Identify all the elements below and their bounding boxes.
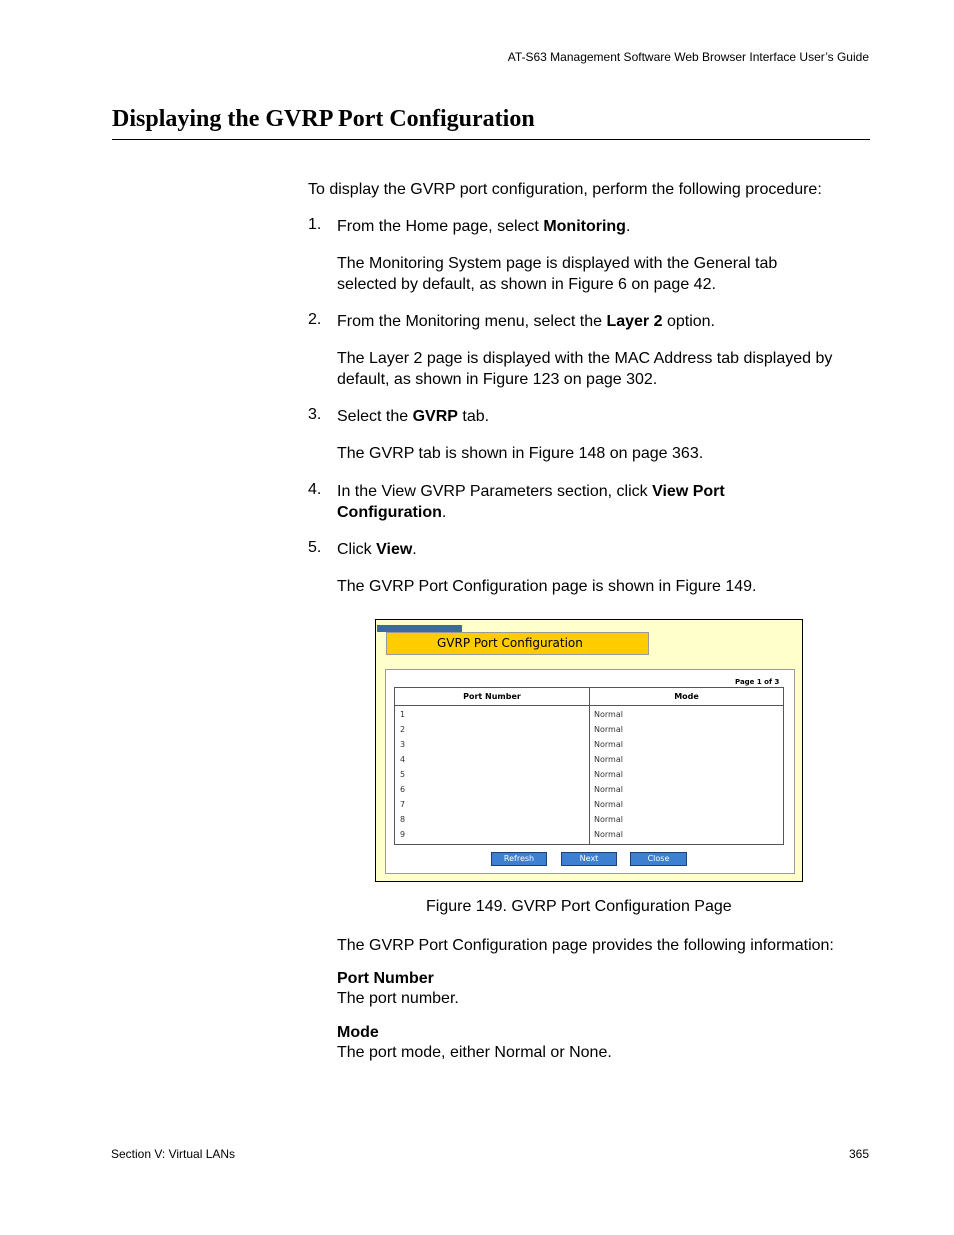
step-text: In the View GVRP Parameters section, click View Port Configuration. <box>337 483 725 521</box>
figure-page-title: GVRP Port Configuration <box>386 632 649 655</box>
step-note: The Layer 2 page is displayed with the MAC Address tab displayed by default, as shown in Figure 123 on page 302. <box>337 350 833 388</box>
table-cell-mode: Normal <box>594 785 623 794</box>
step-text: Select the GVRP tab. <box>337 408 490 425</box>
figure-caption: Figure 149. GVRP Port Configuration Page <box>426 898 732 915</box>
table-cell-mode: Normal <box>594 800 623 809</box>
running-header: AT-S63 Management Software Web Browser Interface User’s Guide <box>507 50 869 64</box>
table-cell-mode: Normal <box>594 815 623 824</box>
step-number: 4. <box>308 481 322 498</box>
step-number: 5. <box>308 539 322 556</box>
table-cell-mode: Normal <box>594 755 623 764</box>
column-header-mode: Mode <box>590 688 783 706</box>
table-cell-mode: Normal <box>594 770 623 779</box>
step-note: The GVRP tab is shown in Figure 148 on page 363. <box>337 445 704 462</box>
definition-text: The port mode, either Normal or None. <box>337 1044 612 1061</box>
page-number: 365 <box>848 1147 869 1161</box>
table-cell-port: 5 <box>400 770 406 779</box>
close-button[interactable]: Close <box>630 852 687 866</box>
table-cell-port: 8 <box>400 815 406 824</box>
step-number: 1. <box>308 216 322 233</box>
table-cell-mode: Normal <box>594 710 623 719</box>
section-title: Displaying the GVRP Port Configuration <box>112 106 535 132</box>
table-cell-port: 7 <box>400 800 406 809</box>
window-tab <box>377 625 462 632</box>
table-cell-mode: Normal <box>594 725 623 734</box>
next-button[interactable]: Next <box>561 852 617 866</box>
pager-label: Page 1 of 3 <box>735 678 780 686</box>
step-text: From the Monitoring menu, select the Layer 2 option. <box>337 313 715 330</box>
table-cell-port: 1 <box>400 710 406 719</box>
table-cell-port: 3 <box>400 740 406 749</box>
info-intro: The GVRP Port Configuration page provides the following information: <box>337 937 834 954</box>
footer-section: Section V: Virtual LANs <box>111 1147 236 1161</box>
step-text: Click View. <box>337 541 417 558</box>
step-number: 2. <box>308 311 322 328</box>
definition-text: The port number. <box>337 990 459 1007</box>
column-header-port-number: Port Number <box>395 688 589 706</box>
definition-term: Port Number <box>337 970 434 987</box>
step-note: The GVRP Port Configuration page is shown in Figure 149. <box>337 578 757 595</box>
step-text: From the Home page, select Monitoring. <box>337 218 631 235</box>
step-note: The Monitoring System page is displayed with the General tab selected by default, as shown in Figure 6 on page 42. <box>337 255 778 293</box>
table-cell-port: 6 <box>400 785 406 794</box>
title-rule <box>112 139 870 140</box>
definition-term: Mode <box>337 1024 379 1041</box>
port-table <box>394 687 784 845</box>
table-cell-mode: Normal <box>594 830 623 839</box>
refresh-button[interactable]: Refresh <box>491 852 547 866</box>
step-number: 3. <box>308 406 322 423</box>
column-divider <box>589 688 590 844</box>
table-cell-port: 9 <box>400 830 406 839</box>
table-cell-mode: Normal <box>594 740 623 749</box>
table-cell-port: 4 <box>400 755 406 764</box>
table-cell-port: 2 <box>400 725 406 734</box>
intro-paragraph: To display the GVRP port configuration, perform the following procedure: <box>308 181 822 198</box>
